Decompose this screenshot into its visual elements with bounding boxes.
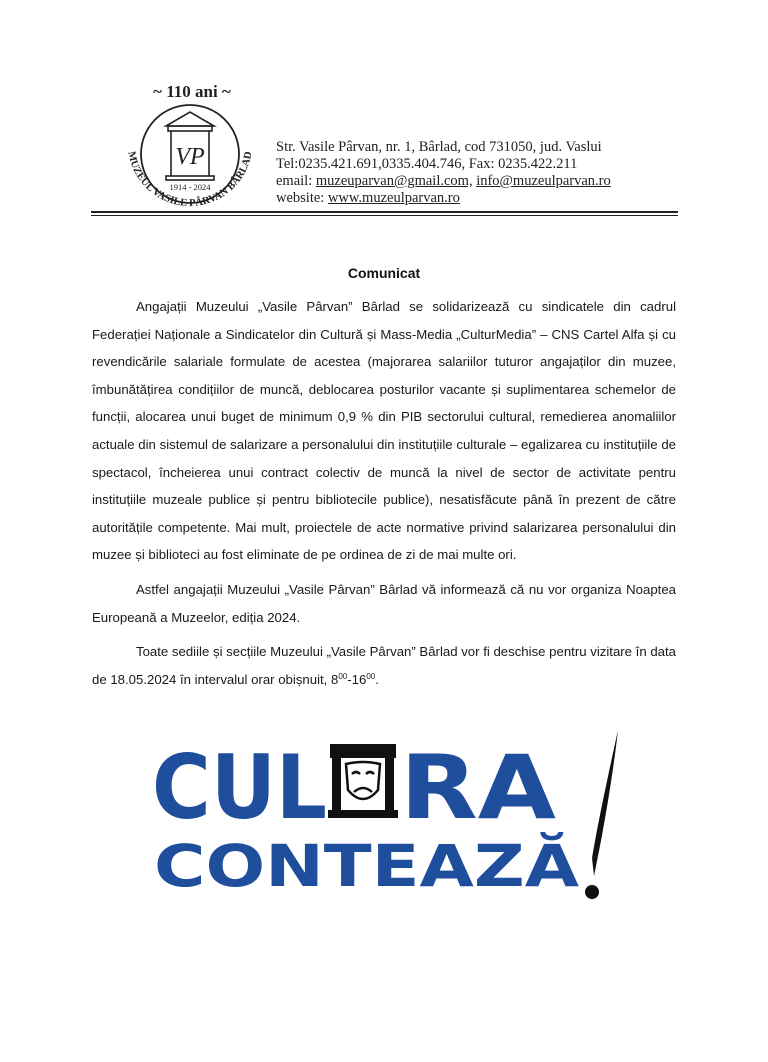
header-divider-thin (91, 215, 678, 216)
contact-block (276, 139, 611, 207)
hour-start-minutes: 00 (338, 671, 348, 681)
hour-end-minutes: 00 (366, 671, 376, 681)
document-body (92, 293, 676, 700)
banner-word-conteaza: CONTEAZĂ (154, 832, 506, 900)
header-divider (91, 211, 678, 213)
website-line (276, 190, 611, 207)
hour-end: 16 (351, 671, 367, 687)
address-line: Str. Vasile Pârvan, nr. 1, Bârlad, cod 731050, jud. Vaslui (276, 139, 602, 155)
paragraph-2: Astfel angajații Muzeului „Vasile Pârvan” Bârlad vă informează că nu vor organiza Noaptea Europeană a Muzeelor, ediția 2024. (92, 581, 676, 625)
hour-start: 8 (331, 671, 339, 687)
email-link-1[interactable]: muzeuparvan@gmail.com, (315, 173, 473, 189)
email-link-2[interactable]: info@muzeulparvan.ro (476, 173, 611, 189)
website-link[interactable]: www.muzeulparvan.ro (327, 190, 460, 206)
logo-ring-text: MUZEUL VASILE PÂRVAN BÂRLAD (125, 150, 255, 210)
page-title: Comunicat (347, 265, 421, 281)
banner-word-ra: RA (400, 736, 556, 839)
paragraph-1: Angajații Muzeului „Vasile Pârvan” Bârlad se solidarizează cu sindicatele din cadrul Federației Naționale a Sindicatelor din Cultură și Mass-Media „CulturMedia” – CNS Cartel Alfa și cu revendicările salariale formulate de acestea (majorarea salariilor tuturor angajaților din muzee, îmbunătățirea condițiilor de muncă, deblocarea posturilor vacante și suplimentarea schemelor de funcții, alocarea unui buget de minimum 0,9 % din PIB sectorului cultural, remedierea anomaliilor actuale din sistemul de salarizare a personalului din instituțiile culturale – egalizarea cu instituțiile de spectacol, încheierea unui contract colectiv de muncă la nivel de sector de activitate pentru instituțiile muzeale publice și pentru bibliotecile publice), nesatisfăcute până în prezent de către autoritățile competente. Mai mult, proiectele de acte normative privind salarizarea personalului din muzee și biblioteci au fost eliminate de pe ordinea de zi de mai multe ori. (92, 299, 676, 563)
column-mask-icon (328, 744, 398, 818)
logo-dates: 1914 - 2024 (169, 182, 211, 192)
email-label: email: (276, 173, 313, 189)
paragraph-3-end: . (375, 671, 379, 687)
museum-logo (112, 78, 272, 218)
cultura-conteaza-banner (146, 726, 624, 904)
logo-monogram: VP (175, 144, 205, 170)
quill-icon (585, 730, 618, 899)
hour-separator: - (347, 671, 352, 687)
paragraph-3 (92, 638, 676, 693)
paragraph-3-text: Toate sediile și secțiile Muzeului „Vasile Pârvan” Bârlad vor fi deschise pentru vizitare în data de 18.05.2024 în intervalul orar obișnuit, (92, 644, 676, 687)
banner-word-cul: CUL (152, 736, 327, 839)
email-line (276, 173, 611, 190)
phone-line: Tel:0235.421.691,0335.404.746, Fax: 0235.422.211 (276, 156, 578, 172)
website-label: website: (276, 190, 325, 206)
logo-years: ~ 110 ani ~ (153, 82, 231, 101)
